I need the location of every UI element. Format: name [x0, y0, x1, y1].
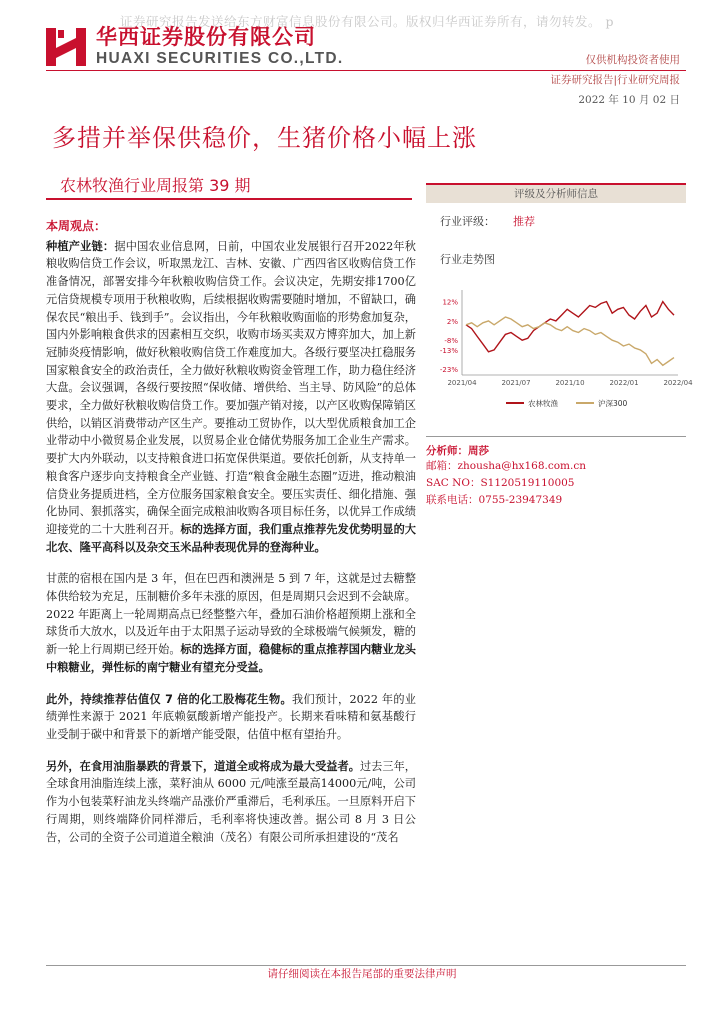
- chart-x-tick-label: 2022/01: [609, 379, 639, 387]
- report-subtitle: 农林牧渔行业周报第 39 期: [60, 176, 251, 195]
- rating-sidebar: [426, 183, 686, 267]
- report-date: 2022 年 10 月 02 日: [578, 94, 680, 106]
- usage-note: 仅供机构投资者使用: [585, 54, 680, 66]
- trend-chart-svg: [426, 280, 693, 430]
- analyst-email: 邮箱：zhousha@hx168.com.cn: [426, 460, 586, 472]
- main-content: [46, 218, 416, 860]
- watermark-text: 证券研究报告发送给东方财富信息股份有限公司。版权归华西证券所有，请勿转发。 p: [120, 14, 614, 29]
- paragraph-bold: 标的选择方面，我们重点推荐先发优势明显的大北农、隆平高科以及杂交玉米品种表现优异的登海种业。: [46, 522, 416, 554]
- rating-row: [426, 213, 686, 229]
- paragraph-sugar: [46, 570, 416, 676]
- analyst-sac: SAC NO：S1120519110005: [426, 477, 575, 489]
- company-logo: [44, 24, 344, 68]
- section-heading: 本周观点：: [46, 219, 107, 233]
- rating-value: 推荐: [513, 215, 535, 228]
- paragraph-bold: 另外，在食用油脂暴跌的背景下，道道全或将成为最大受益者。: [46, 759, 360, 773]
- trend-chart-title: 行业走势图: [440, 253, 495, 266]
- chart-y-tick-label: -13%: [439, 346, 458, 355]
- chart-series-line-hs300: [466, 317, 674, 365]
- trend-chart: [426, 280, 693, 430]
- report-title: 多措并举保供稳价，生猪价格小幅上涨: [52, 124, 477, 152]
- huaxi-logo-icon: [44, 24, 88, 68]
- rating-label: 行业评级：: [440, 215, 495, 228]
- paragraph-text: 过去三年，全球食用油脂连续上涨，菜籽油从 6000 元/吨涨至最高14000元/吨，公司作为小包装菜籽油龙头终端产品涨价严重滞后，毛利承压。一旦原料开启下行周期，则终端降价同样滞后，毛利率将快速改善。据公司 8 月 3 日公告，公司的全资子公司道道全粮油（茂名）有限公司所承担建设的“茂名: [46, 759, 416, 844]
- paragraph-text: 我们预计，2022 年的业绩弹性来源于 2021 年底赖氨酸新增产能投产。长期来看味精和氨基酸行业受制于碳中和背景下的新增产能受限，估值中枢有望抬升。: [46, 692, 416, 741]
- report-type: 证券研究报告|行业研究周报: [550, 74, 680, 86]
- paragraph-meihua: [46, 691, 416, 744]
- paragraph-text: 甘蔗的宿根在国内是 3 年，但在巴西和澳洲是 5 到 7 年，这就是过去糖整体供给较为充足，压制糖价多年未涨的原因，但是周期只会迟到不会缺席。2022 年距离上一轮周期高点已经整整六年，叠加石油价格超预期上涨和全球货币大放水，以及近年由于太阳黑子运动导致的全球极端气候频发，糖的新一轮上行周期已经开始。: [46, 572, 416, 657]
- chart-legend-label: 沪深300: [598, 399, 628, 408]
- chart-x-tick-label: 2021/07: [501, 379, 531, 387]
- footer-disclaimer: 请仔细阅读在本报告尾部的重要法律声明: [267, 968, 457, 980]
- subtitle-divider: [46, 198, 412, 200]
- company-name-cn: 华西证券股份有限公司: [96, 25, 316, 49]
- header-divider: [46, 70, 686, 71]
- company-name-en: HUAXI SECURITIES CO.,LTD.: [96, 50, 344, 67]
- chart-y-tick-label: 2%: [446, 317, 458, 326]
- analyst-info: [426, 436, 686, 509]
- chart-x-tick-label: 2021/04: [447, 379, 477, 387]
- paragraph-bold: 标的选择方面，稳健标的重点推荐国内糖业龙头中粮糖业，弹性标的南宁糖业有望充分受益。: [46, 643, 416, 674]
- chart-x-tick-label: 2022/04: [663, 379, 693, 387]
- paragraph-daodaoquan: [46, 758, 416, 847]
- chart-legend-label: 农林牧渔: [528, 399, 558, 408]
- analyst-name: 分析师：周莎: [426, 445, 489, 457]
- chart-y-tick-label: -23%: [439, 366, 458, 375]
- paragraph-text: 据中国农业信息网，日前，中国农业发展银行召开2022年秋粮收购信贷工作会议，听取黑龙江、吉林、安徽、广西四省区收购信贷工作准备情况，部署安排今年秋粮收购信贷工作。会议决定，先期安排1700亿元信贷规模专项用于秋粮收购，后续根据收购需要随时增加，不留缺口，确保农民“粮出手、钱到手”。会议指出，今年秋粮收购面临的形势愈加复杂，国内外影响粮食供求的因素相互交织，收购市场买卖双方博弈加大，加上新冠肺炎疫情影响，做好秋粮收购信贷工作难度加大。各级行要坚决扛稳服务国家粮食安全的政治责任，全力做好秋粮收购资金管理工作，助力稳住经济大盘。会议强调，各级行要按照“保收储、增供给、当主导、防风险”的总体要求，全力做好秋粮收购信贷工作。要加强产销对接，以产区收购保障销区供给，以销区消费带动产区生产。要推动工贸协作，以大型优质粮食加工企业带动中小微贸易企业发展，以贸易企业仓储优势服务加工企业生产需求。要扩大内外联动，以支持粮食进口拓宽保供渠道。要依托创新，从支持单一粮食客户逐步向支持粮食全产业链、打造“粮食金融生态圈”迈进，推动粮油信贷业务提质进档，全方位服务国家粮食安全。要压实责任、细化措施、强化协同、狠抓落实，确保全面完成粮油收购各项目标任务，以优异工作成绩迎接党的二十大胜利召开。: [46, 239, 416, 536]
- chart-x-tick-label: 2021/10: [555, 379, 585, 387]
- paragraph-bold: 此外，持续推荐估值仅 7 倍的化工股梅花生物。: [46, 692, 293, 706]
- chart-y-tick-label: 12%: [442, 298, 458, 307]
- paragraph-planting: [46, 238, 416, 557]
- chart-series-line-agri: [466, 302, 674, 352]
- chart-y-tick-label: -8%: [444, 337, 458, 346]
- paragraph-lead: 种植产业链：: [46, 239, 115, 253]
- sidebar-header: 评级及分析师信息: [426, 183, 686, 203]
- analyst-phone: 联系电话：0755-23947349: [426, 494, 563, 506]
